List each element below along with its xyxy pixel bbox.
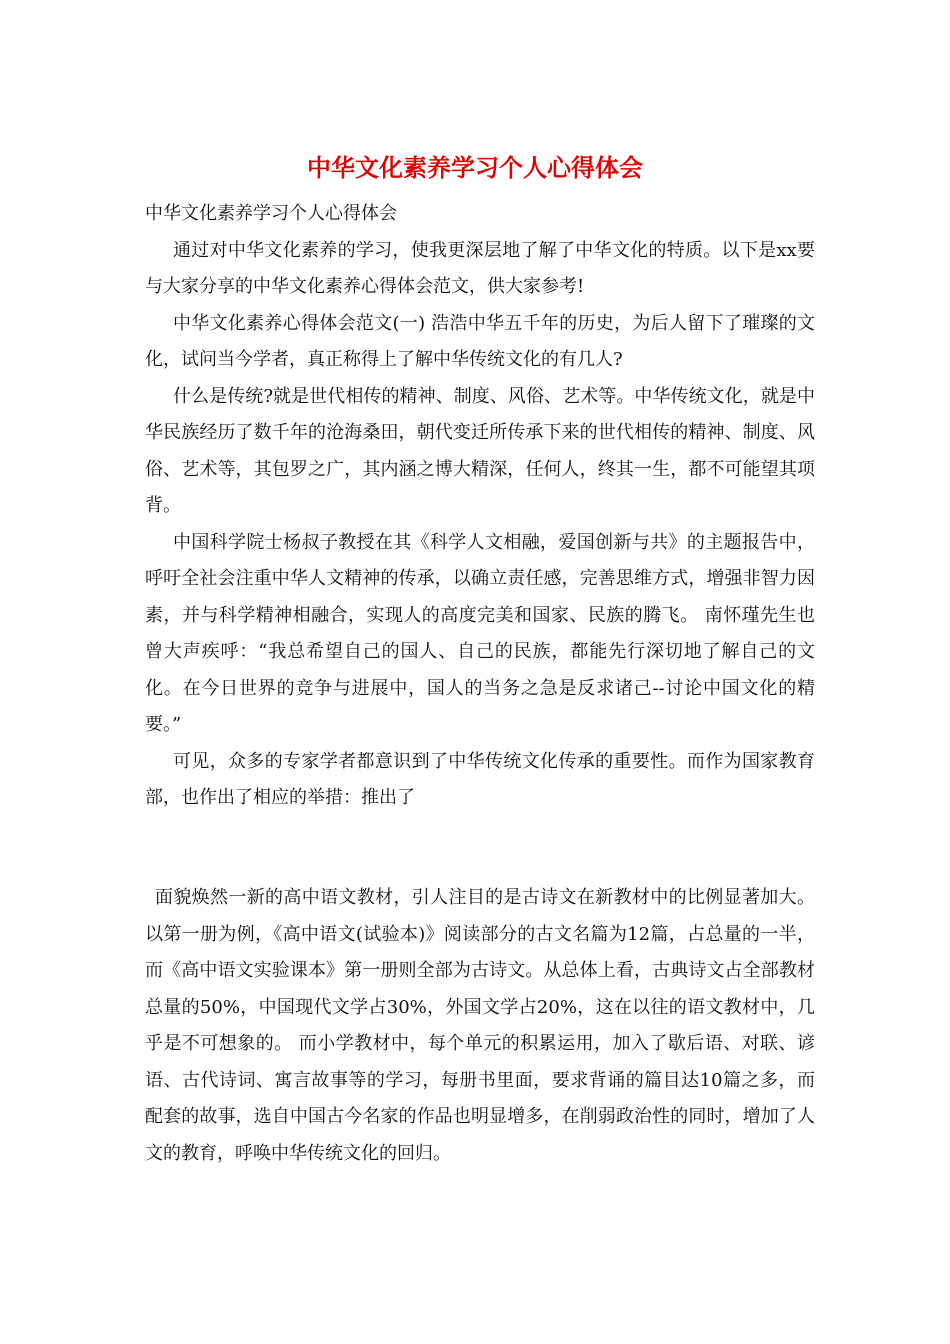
- document-body-top: [145, 196, 815, 817]
- document-subtitle: 中华文化素养学习个人心得体会: [145, 203, 397, 224]
- paragraph-ministry: 可见，众多的专家学者都意识到了中华传统文化传承的重要性。而作为国家教育部，也作出了相应的举措：推出了: [145, 750, 815, 808]
- paragraph-tradition: 什么是传统?就是世代相传的精神、制度、风俗、艺术等。中华传统文化，就是中华民族经历了数千年的沧海桑田，朝代变迁所传承下来的世代相传的精神、制度、风俗、艺术等，其包罗之广，其内涵之博大精深，任何人，终其一生，都不可能望其项背。: [145, 385, 815, 516]
- paragraph-intro: 通过对中华文化素养的学习，使我更深层地了解了中华文化的特质。以下是xx要与大家分享的中华文化素养心得体会范文，供大家参考!: [145, 239, 815, 297]
- document-body-bottom: [145, 880, 815, 1172]
- paragraph-continuation: 面貌焕然一新的高中语文教材，引人注目的是古诗文在新教材中的比例显著加大。以第一册为例，《高中语文(试验本)》阅读部分的古文名篇为12篇，占总量的一半，而《高中语文实验课本》第一册则全部为古诗文。从总体上看，古典诗文占全部教材总量的50%，中国现代文学占30%，外国文学占20%，这在以往的语文教材中，几乎是不可想象的。 而小学教材中，每个单元的积累运用，加入了歇后语、对联、谚语、古代诗词、寓言故事等的学习，每册书里面，要求背诵的篇目达10篇之多，而配套的故事，选自中国古今名家的作品也明显增多，在削弱政治性的同时，增加了人文的教育，呼唤中华传统文化的回归。: [145, 887, 815, 1164]
- paragraph-sample-one: 中华文化素养心得体会范文(一) 浩浩中华五千年的历史，为后人留下了璀璨的文化，试问当今学者，真正称得上了解中华传统文化的有几人?: [145, 312, 815, 370]
- paragraph-scholars: 中国科学院士杨叔子教授在其《科学人文相融，爱国创新与共》的主题报告中，呼吁全社会注重中华人文精神的传承，以确立责任感，完善思维方式，增强非智力因素，并与科学精神相融合，实现人的高度完美和国家、民族的腾飞。 南怀瑾先生也曾大声疾呼：“我总希望自己的国人、自己的民族，都能先行深切地了解自己的文化。在今日世界的竞争与进展中，国人的当务之急是反求诸己--讨论中国文化的精要。”: [145, 531, 815, 735]
- document-title: 中华文化素养学习个人心得体会: [307, 153, 643, 182]
